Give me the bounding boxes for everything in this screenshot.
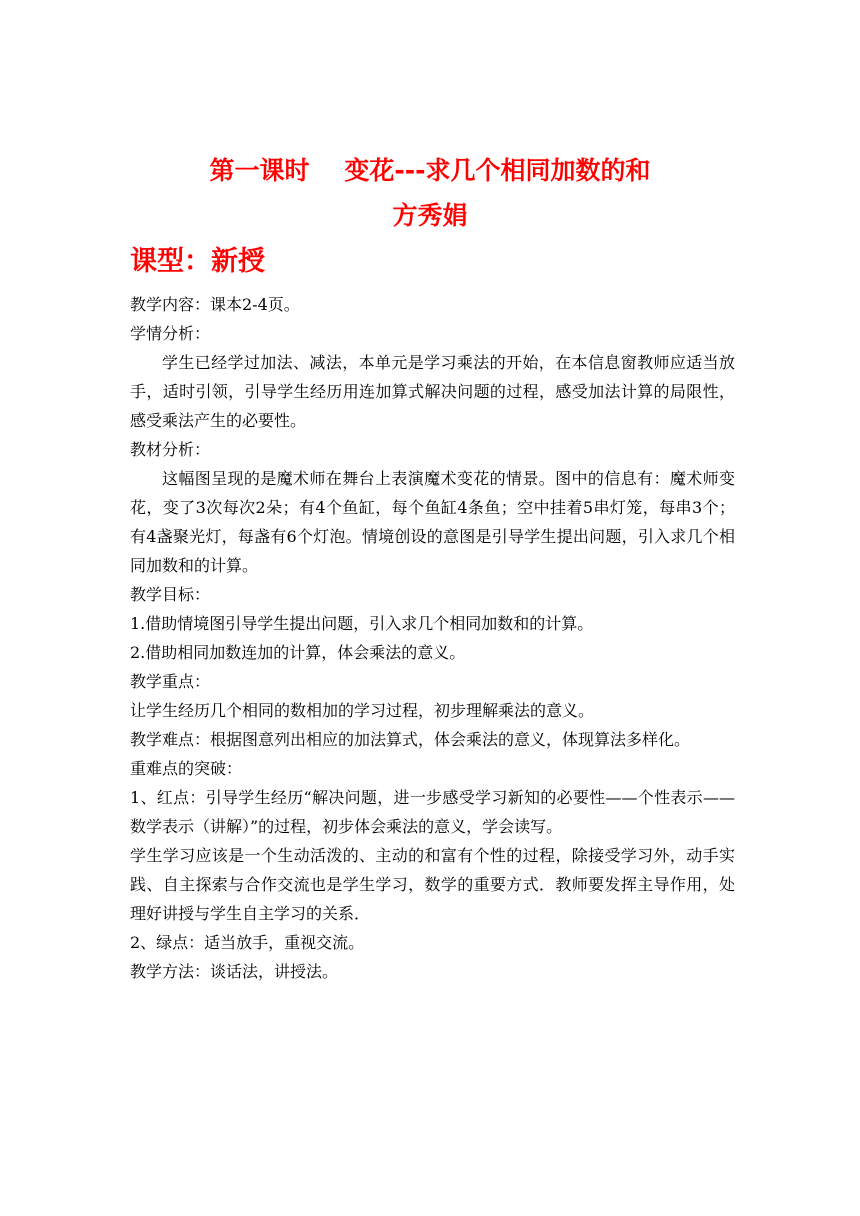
lesson-type-heading: 课型：新授 <box>130 246 265 277</box>
teaching-difficulty: 教学难点：根据图意列出相应的加法算式，体会乘法的意义，体现算法多样化。 <box>130 730 691 749</box>
student-analysis-label: 学情分析： <box>130 324 211 343</box>
teaching-methods: 教学方法：谈话法，讲授法。 <box>130 962 339 981</box>
red-point-paragraph: 1、红点：引导学生经历“解决问题，进一步感受学习新知的必要性——个性表示——数学表示（讲解）”的过程，初步体会乘法的意义，学会读写。 <box>130 788 735 836</box>
material-analysis-label: 教材分析： <box>130 440 211 459</box>
student-analysis-paragraph: 学生已经学过加法、减法，本单元是学习乘法的开始，在本信息窗教师应适当放手，适时引领，引导学生经历用连加算式解决问题的过程，感受加法计算的局限性，感受乘法产生的必要性。 <box>130 353 735 430</box>
lesson-title: 第一课时 变花---求几个相同加数的和 <box>209 156 651 185</box>
teaching-goal-1: 1.借助情境图引导学生提出问题，引入求几个相同加数和的计算。 <box>130 614 594 633</box>
teaching-goal-2: 2.借助相同加数连加的计算，体会乘法的意义。 <box>130 643 466 662</box>
green-point-paragraph: 2、绿点：适当放手，重视交流。 <box>130 933 365 952</box>
teaching-goals-label: 教学目标： <box>130 585 211 604</box>
author-name: 方秀娟 <box>392 201 468 230</box>
learning-style-paragraph: 学生学习应该是一个生动活泼的、主动的和富有个性的过程，除接受学习外，动手实践、自主探索与合作交流也是学生学习，数学的重要方式．教师要发挥主导作用，处理好讲授与学生自主学习的关系． <box>130 846 735 923</box>
breakthrough-label: 重难点的突破： <box>130 759 243 778</box>
teaching-focus-label: 教学重点： <box>130 672 211 691</box>
material-analysis-paragraph: 这幅图呈现的是魔术师在舞台上表演魔术变花的情景。图中的信息有：魔术师变花，变了3次每次2朵；有4个鱼缸，每个鱼缸4条鱼；空中挂着5串灯笼，每串3个；有4盏聚光灯，每盏有6个灯泡。情境创设的意图是引导学生提出问题，引入求几个相同加数和的计算。 <box>130 469 735 575</box>
teaching-content: 教学内容：课本2-4页。 <box>130 295 300 314</box>
document-body <box>130 290 735 986</box>
teaching-focus-paragraph: 让学生经历几个相同的数相加的学习过程，初步理解乘法的意义。 <box>130 701 595 720</box>
